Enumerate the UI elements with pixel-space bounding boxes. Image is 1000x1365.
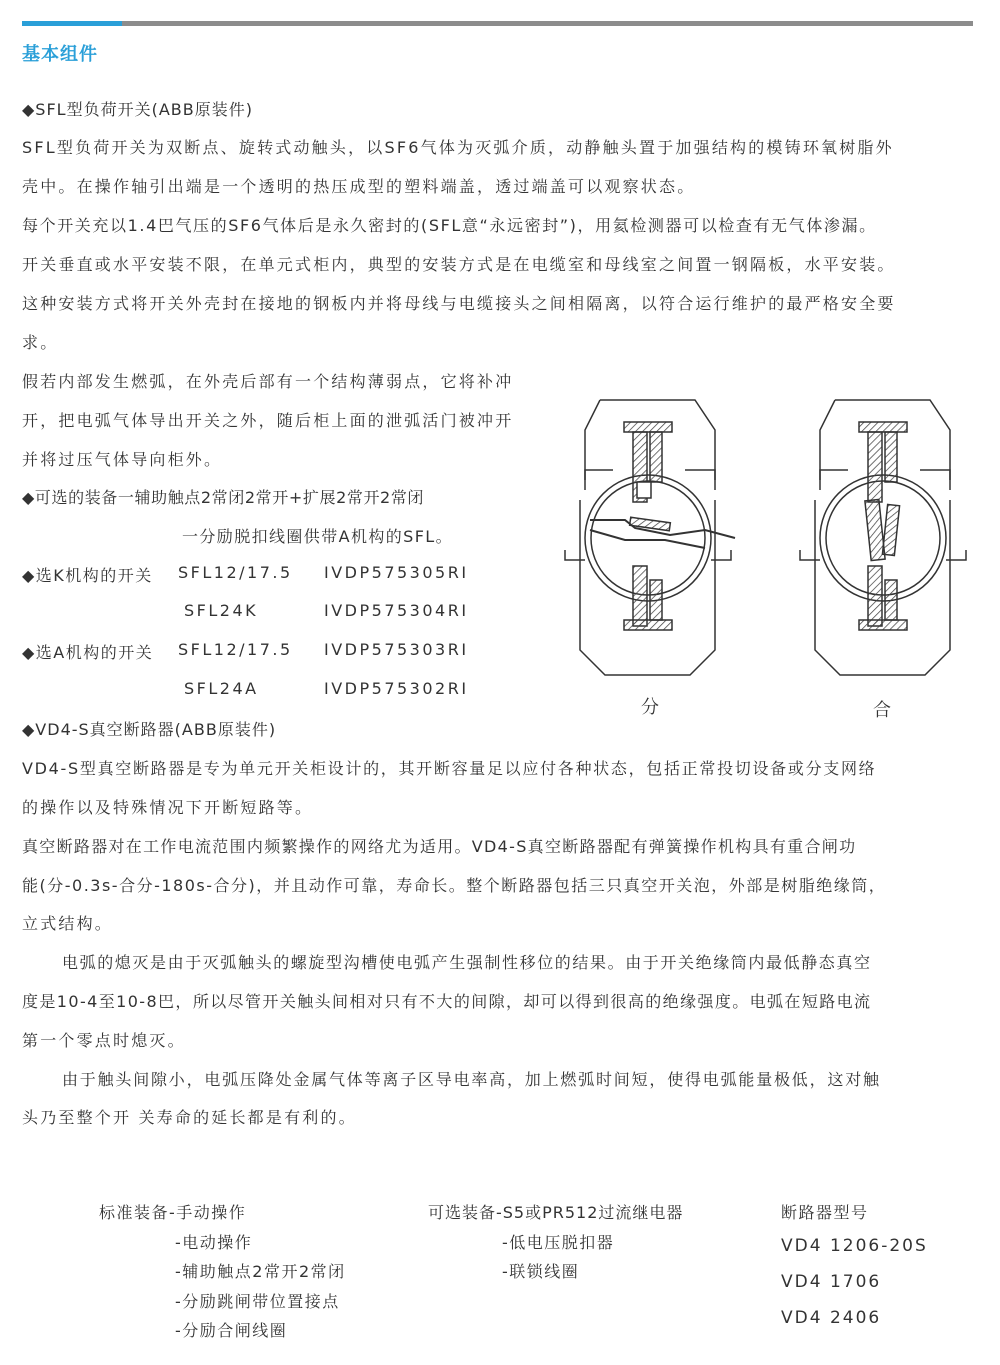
a-model: SFL24A <box>184 679 259 698</box>
a-code: IVDP575302RI <box>324 679 469 698</box>
vd4-p1-line: 的操作以及特殊情况下开断短路等。 <box>22 798 314 817</box>
standard-equipment-item: -电动操作 <box>175 1233 253 1252</box>
standard-equipment-item: -分励合闸线圈 <box>175 1321 288 1340</box>
closed-state-drawing <box>800 400 966 675</box>
sfl-p3-line: 开，把电弧气体导出开关之外，随后柜上面的泄弧活门被冲开 <box>22 411 514 430</box>
standard-equipment-item: -分励跳闸带位置接点 <box>175 1292 340 1311</box>
open-state-label: 分 <box>641 697 659 718</box>
sfl-p3-line: 并将过压气体导向柜外。 <box>22 450 223 469</box>
k-model: SFL24K <box>184 601 259 620</box>
sfl-p1-line: 壳中。在操作轴引出端是一个透明的热压成型的塑料端盖，透过端盖可以观察状态。 <box>22 177 696 196</box>
optional-equipment-item: -联锁线圈 <box>502 1262 580 1281</box>
vd4-p2-line: 立式结构。 <box>22 914 114 933</box>
sfl-option-line: 一分励脱扣线圈供带A机构的SFL。 <box>182 527 454 546</box>
vd4-p1-line: VD4-S型真空断路器是专为单元开关柜设计的，其开断容量足以应付各种状态，包括正常投切设备或分支网络 <box>22 759 877 778</box>
vd4-p2-line: 真空断路器对在工作电流范围内频繁操作的网络尤为适用。VD4-S真空断路器配有弹簧操作机构具有重合闸功 <box>22 837 857 856</box>
standard-equipment-item: -辅助触点2常开2常闭 <box>175 1262 346 1281</box>
open-state-drawing <box>565 400 735 675</box>
vd4-p3-line: 电弧的熄灭是由于灭弧触头的螺旋型沟槽使电弧产生强制性移位的结果。由于开关绝缘筒内最低静态真空 <box>62 953 872 972</box>
a-code: IVDP575303RI <box>324 640 469 659</box>
vd4-p3-line: 第一个零点时熄灭。 <box>22 1031 186 1050</box>
k-code: IVDP575304RI <box>324 601 469 620</box>
sfl-switch-diagram <box>545 380 980 690</box>
sfl-option-line: ◆可选的装备一辅助触点2常闭2常开+扩展2常开2常闭 <box>22 488 425 507</box>
k-code: IVDP575305RI <box>324 563 469 582</box>
sfl-p3-line: 假若内部发生燃弧，在外壳后部有一个结构薄弱点，它将补冲 <box>22 372 514 391</box>
optional-equipment-item: -低电压脱扣器 <box>502 1233 615 1252</box>
vd4-p3-line: 度是10-4至10-8巴，所以尽管开关触头间相对只有不大的间隙，却可以得到很高的绝缘强度。电弧在短路电流 <box>22 992 872 1011</box>
a-model: SFL12/17.5 <box>178 640 293 659</box>
standard-equipment-item: 标准装备-手动操作 <box>99 1203 247 1222</box>
breaker-model: VD4 1206-20S <box>781 1236 928 1256</box>
k-model: SFL12/17.5 <box>178 563 293 582</box>
k-mechanism-label: ◆选K机构的开关 <box>22 566 153 585</box>
sfl-p2-line: 每个开关充以1.4巴气压的SF6气体后是永久密封的(SFL意“永远密封”)，用氦检测器可以检查有无气体渗漏。 <box>22 216 877 235</box>
a-mechanism-label: ◆选A机构的开关 <box>22 643 154 662</box>
vd4-p4-line: 由于触头间隙小，电弧压降处金属气体等离子区导电率高，加上燃弧时间短，使得电弧能量极低，这对触 <box>62 1070 881 1089</box>
optional-equipment-item: 可选装备-S5或PR512过流继电器 <box>428 1203 684 1222</box>
vd4-heading: ◆VD4-S真空断路器(ABB原装件) <box>22 720 277 739</box>
sfl-p2-line: 这种安装方式将开关外壳封在接地的钢板内并将母线与电缆接头之间相隔离，以符合运行维护的最严格安全要 <box>22 294 896 313</box>
header-rule <box>122 21 973 26</box>
sfl-p2-line: 求。 <box>22 333 59 352</box>
sfl-p2-line: 开关垂直或水平安装不限，在单元式柜内，典型的安装方式是在电缆室和母线室之间置一钢隔板，水平安装。 <box>22 255 896 274</box>
header-accent-bar <box>22 21 122 26</box>
sfl-p1-line: SFL型负荷开关为双断点、旋转式动触头，以SF6气体为灭弧介质，动静触头置于加强结构的模铸环氧树脂外 <box>22 138 894 157</box>
section-title: 基本组件 <box>22 44 98 65</box>
sfl-heading: ◆SFL型负荷开关(ABB原装件) <box>22 100 253 119</box>
vd4-p4-line: 头乃至整个开 关寿命的延长都是有利的。 <box>22 1108 357 1127</box>
breaker-model: VD4 2406 <box>781 1308 882 1328</box>
vd4-p2-line: 能(分-0.3s-合分-180s-合分)，并且动作可靠，寿命长。整个断路器包括三只真空开关泡，外部是树脂绝缘筒， <box>22 876 887 895</box>
breaker-models-title: 断路器型号 <box>781 1203 869 1222</box>
breaker-model: VD4 1706 <box>781 1272 882 1292</box>
closed-state-label: 合 <box>873 700 891 721</box>
